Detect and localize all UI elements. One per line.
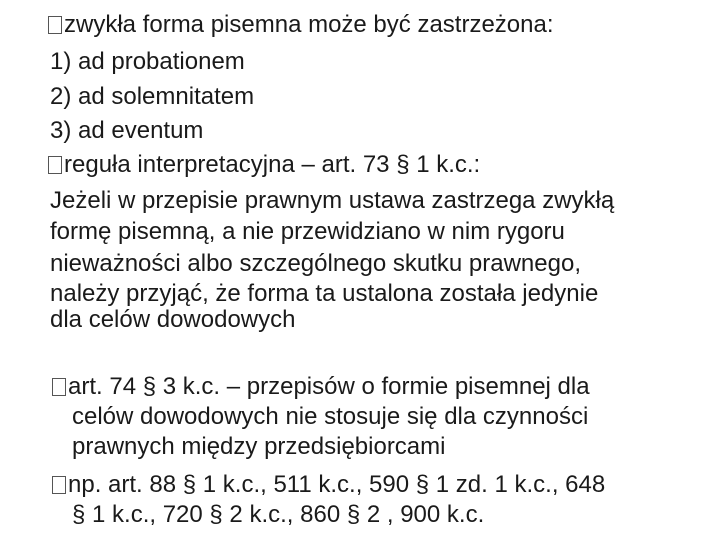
paragraph-text: Jeżeli w przepisie prawnym ustawa zastrzega zwykłą xyxy=(50,187,615,214)
bullet-box-icon xyxy=(48,16,62,34)
paragraph-line-1 xyxy=(50,186,614,216)
art-74-line-2 xyxy=(72,402,588,432)
bullet-line-art-74 xyxy=(52,372,590,402)
paragraph-line-2 xyxy=(50,217,565,247)
paragraph-text: należy przyjąć, że forma ta ustalona została jedynie xyxy=(50,280,599,307)
bullet-line-regula xyxy=(48,150,480,180)
list-item-ad-solemnitatem xyxy=(50,82,254,112)
paragraph-text: dla celów dowodowych xyxy=(50,306,296,333)
paragraph-line-5 xyxy=(50,305,295,335)
paragraph-line-3 xyxy=(50,249,581,279)
bullet-box-icon xyxy=(52,378,66,396)
text-forma-pisemna: zwykła forma pisemna może być zastrzeżona: xyxy=(64,11,554,38)
list-item-ad-eventum xyxy=(50,116,203,146)
text-art-74: art. 74 § 3 k.c. – przepisów o formie pisemnej dla xyxy=(68,373,590,400)
paragraph-text: formę pisemną, a nie przewidziano w nim rygoru xyxy=(50,218,565,245)
text-ad-probationem: 1) ad probationem xyxy=(50,48,245,75)
art-74-line-3 xyxy=(72,432,445,462)
bullet-box-icon xyxy=(48,156,62,174)
list-item-ad-probationem xyxy=(50,47,245,77)
text-np-cont: § 1 k.c., 720 § 2 k.c., 860 § 2 , 900 k.c. xyxy=(72,501,485,528)
text-ad-solemnitatem: 2) ad solemnitatem xyxy=(50,83,255,110)
text-ad-eventum: 3) ad eventum xyxy=(50,117,204,144)
bullet-line-forma-pisemna xyxy=(48,10,554,40)
paragraph-text: nieważności albo szczególnego skutku prawnego, xyxy=(50,250,581,277)
bullet-box-icon xyxy=(52,476,66,494)
text-regula: reguła interpretacyjna – art. 73 § 1 k.c.: xyxy=(64,151,481,178)
text-art-74-cont: celów dowodowych nie stosuje się dla czynności xyxy=(72,403,589,430)
np-line-2 xyxy=(72,500,484,530)
text-np: np. art. 88 § 1 k.c., 511 k.c., 590 § 1 zd. 1 k.c., 648 xyxy=(68,471,606,498)
text-art-74-cont: prawnych między przedsiębiorcami xyxy=(72,433,446,460)
bullet-line-np xyxy=(52,470,605,500)
